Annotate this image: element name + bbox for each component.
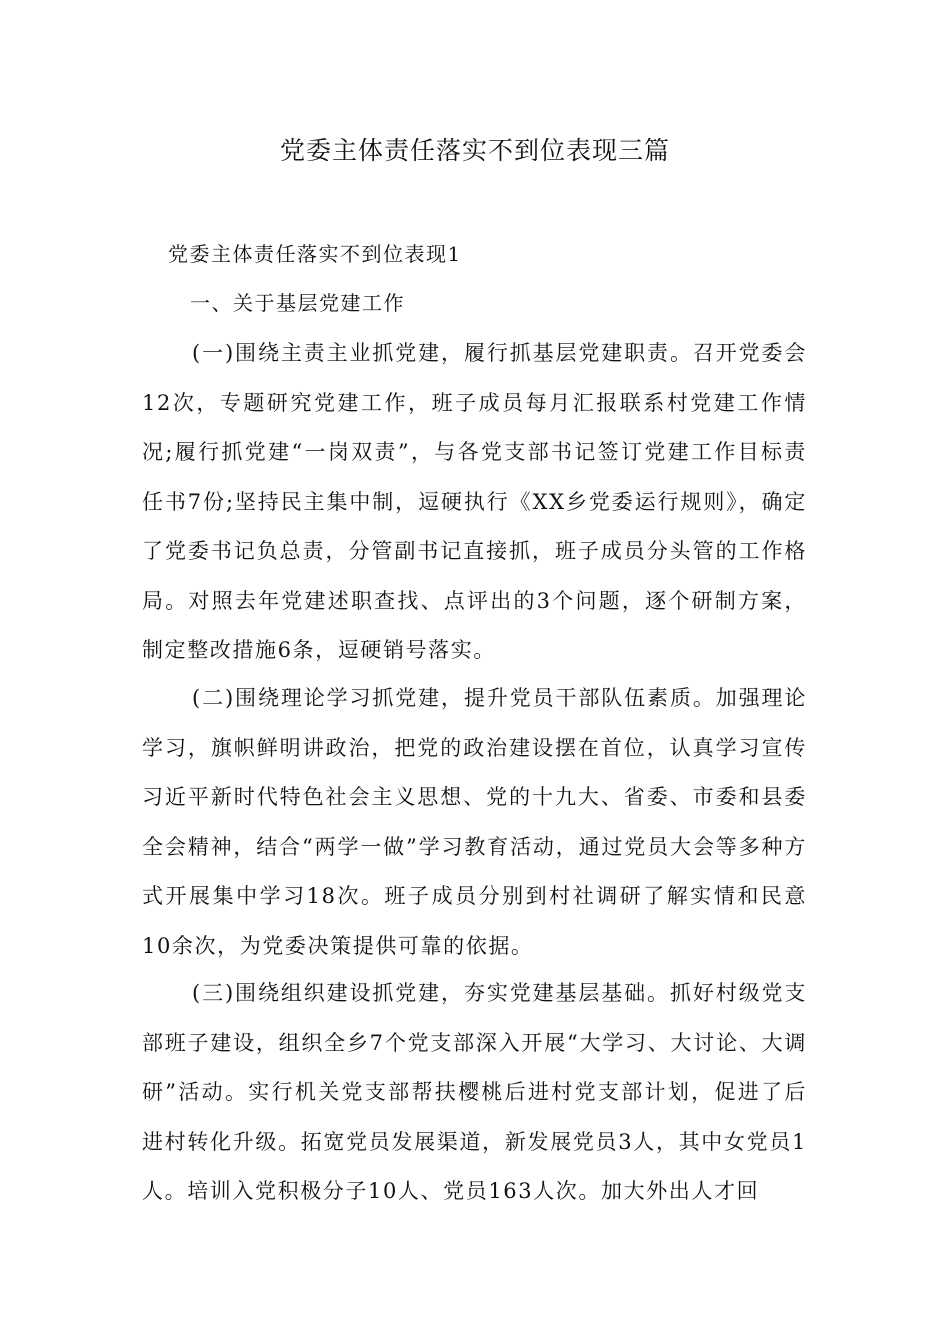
- paragraph: (二)围绕理论学习抓党建，提升党员干部队伍素质。加强理论学习，旗帜鲜明讲政治，把党的政治建设摆在首位，认真学习宣传习近平新时代特色社会主义思想、党的十九大、省委、市委和县委全会精神，结合“两学一做”学习教育活动，通过党员大会等多种方式开展集中学习18次。班子成员分别到村社调研了解实情和民意10余次，为党委决策提供可靠的依据。: [142, 686, 807, 958]
- section-heading: 一、关于基层党建工作: [190, 291, 405, 315]
- document-title: 党委主体责任落实不到位表现三篇: [279, 136, 670, 165]
- paragraph: (三)围绕组织建设抓党建，夯实党建基层基础。抓好村级党支部班子建设，组织全乡7个党支部深入开展“大学习、大讨论、大调研”活动。实行机关党支部帮扶樱桃后进村党支部计划，促进了后进村转化升级。拓宽党员发展渠道，新发展党员3人，其中女党员1人。培训入党积极分子10人、党员163人次。加大外出人才回: [142, 981, 807, 1203]
- article-subheading: 党委主体责任落实不到位表现1: [168, 242, 462, 266]
- paragraph: (一)围绕主责主业抓党建，履行抓基层党建职责。召开党委会12次，专题研究党建工作，班子成员每月汇报联系村党建工作情况;履行抓党建“一岗双责”，与各党支部书记签订党建工作目标责任书7份;坚持民主集中制，逗硬执行《XX乡党委运行规则》，确定了党委书记负总责，分管副书记直接抓，班子成员分头管的工作格局。对照去年党建述职查找、点评出的3个问题，逐个研制方案，制定整改措施6条，逗硬销号落实。: [142, 341, 807, 662]
